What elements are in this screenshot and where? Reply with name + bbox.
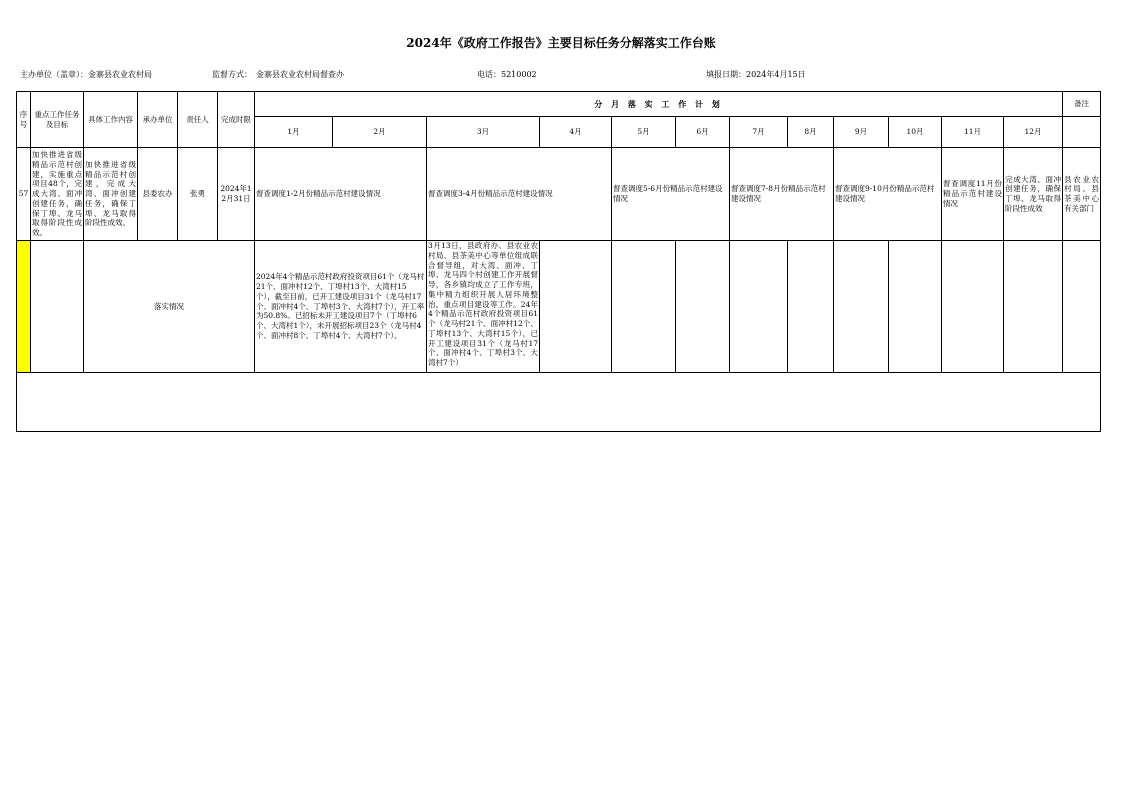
highlight-cell — [17, 241, 31, 373]
status-jun — [676, 241, 730, 373]
phone: 电话：5210002 — [477, 70, 537, 79]
row-deadline: 2024年12月31日 — [218, 148, 255, 241]
blank-row — [17, 373, 1101, 432]
status-jan-feb: 2024年4个精品示范村政府投资项目61个（龙马村21个、面冲村12个、丁埠村13个、大湾村15个），截至目前，已开工建设项目31个（龙马村17个、面冲村4个、丁埠村3个、大湾村7个），开工率为50.8%。已招标未开工建设项目7个（丁埠村6个、大湾村1个），未开展招标项目23个（龙马村4个、面冲村8个、丁埠村4个、大湾村7个）。 — [255, 241, 427, 373]
implementation-label: 落实情况 — [84, 241, 255, 373]
month-header: 10月 — [889, 117, 942, 148]
row-content: 加快推进省级精品示范村创建，完成大湾、面冲创建任务，确保丁埠、龙马取得阶段性成效。 — [84, 148, 138, 241]
header-monthly-plan: 分 月 落 实 工 作 计 划 — [255, 92, 1063, 117]
month-header: 11月 — [942, 117, 1004, 148]
header-seq: 序号 — [17, 92, 31, 148]
blank-cell — [17, 373, 1101, 432]
month-header: 8月 — [788, 117, 834, 148]
implementation-row — [17, 241, 1101, 373]
status-sep — [834, 241, 889, 373]
supervision-method: 监督方式： 金寨县农业农村局督查办 — [212, 70, 344, 79]
document-title: 2024年《政府工作报告》主要目标任务分解落实工作台账 — [406, 36, 716, 50]
status-jul — [730, 241, 788, 373]
row-remark: 县农业农村局、县茶美中心有关部门 — [1063, 148, 1101, 241]
status-may — [612, 241, 676, 373]
month-header: 6月 — [676, 117, 730, 148]
host-unit: 主办单位（盖章）：金寨县农业农村局 — [20, 70, 152, 79]
plan-jul-aug: 督查调度7-8月份精品示范村建设情况 — [730, 148, 834, 241]
status-dec — [1004, 241, 1063, 373]
month-header: 9月 — [834, 117, 889, 148]
header-unit: 承办单位 — [138, 92, 178, 148]
plan-jan-feb: 督查调度1-2月份精品示范村建设情况 — [255, 148, 427, 241]
header-row-1 — [17, 92, 1101, 117]
month-header: 12月 — [1004, 117, 1063, 148]
status-nov — [942, 241, 1004, 373]
plan-dec: 完成大湾、面冲创建任务，确保丁埠、龙马取得阶段性成效 — [1004, 148, 1063, 241]
status-apr — [540, 241, 612, 373]
header-deadline: 完成时限 — [218, 92, 255, 148]
month-header: 4月 — [540, 117, 612, 148]
month-header: 7月 — [730, 117, 788, 148]
report-date: 填报日期：2024年4月15日 — [706, 70, 806, 79]
header-person: 责任人 — [178, 92, 218, 148]
header-content: 具体工作内容 — [84, 92, 138, 148]
month-header: 2月 — [333, 117, 427, 148]
header-remark: 备注 — [1063, 92, 1101, 117]
month-header: 1月 — [255, 117, 333, 148]
status-mar-text: 3月13日，县政府办、县农业农村局、县茶美中心等单位组成联合督导组，对大湾、面冲、丁埠、龙马四个村创建工作开展督导，各乡镇均成立了工作专班，集中精力组织开展人居环境整治、重点项目建设等工作。24年4个精品示范村政府投资项目61个（龙马村21个、面冲村12个、丁埠村13个、大湾村15个），已开工建设项目31个（龙马村17个、面冲村4个、丁埠村3个、大湾村7个） — [428, 241, 538, 367]
row-task: 加快推进省级精品示范村创建，实施重点项目48个，完成大湾、面冲创建任务，确保丁埠、龙马取得阶段性成效。 — [31, 148, 84, 241]
plan-mar-apr: 督查调度3-4月份精品示范村建设情况 — [427, 148, 612, 241]
row-seq: 57 — [17, 148, 31, 241]
header-task: 重点工作任务及目标 — [31, 92, 84, 148]
status-aug — [788, 241, 834, 373]
row-person: 张勇 — [178, 148, 218, 241]
remark-subheader — [1063, 117, 1101, 148]
plan-nov: 督查调度11月份精品示范村建设情况 — [942, 148, 1004, 241]
month-header: 3月 — [427, 117, 540, 148]
plan-sep-oct: 督查调度9-10月份精品示范村建设情况 — [834, 148, 942, 241]
status-mar — [427, 241, 540, 373]
plan-may-jun: 督查调度5-6月份精品示范村建设情况 — [612, 148, 730, 241]
task-ledger-table — [16, 91, 1101, 432]
task-row — [17, 148, 1101, 241]
row-unit: 县委农办 — [138, 148, 178, 241]
status-oct — [889, 241, 942, 373]
empty-cell — [31, 241, 84, 373]
month-header: 5月 — [612, 117, 676, 148]
status-remark — [1063, 241, 1101, 373]
